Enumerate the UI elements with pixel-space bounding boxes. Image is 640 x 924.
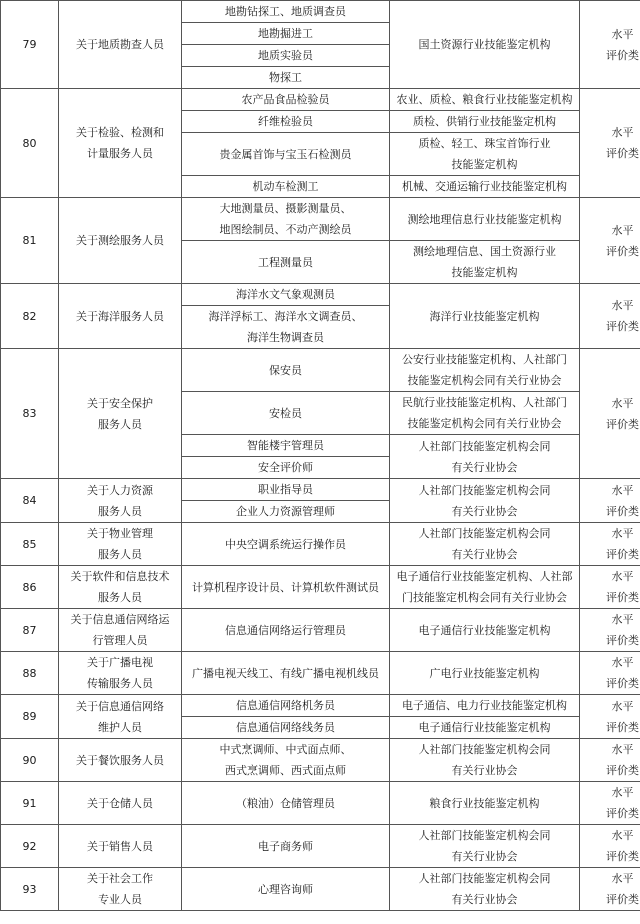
job-title-cell: 中央空调系统运行操作员 [182, 523, 390, 566]
job-title-cell: 智能楼宇管理员 [182, 435, 390, 457]
row-number: 90 [1, 739, 59, 782]
appraisal-org-cell: 人社部门技能鉴定机构会同 有关行业协会 [390, 435, 580, 479]
job-title-cell: （粮油）仓储管理员 [182, 782, 390, 825]
table-row [1, 284, 640, 306]
job-title-cell: 企业人力资源管理师 [182, 501, 390, 523]
appraisal-org-cell: 广电行业技能鉴定机构 [390, 652, 580, 695]
evaluation-type-cell: 水平 评价类 [580, 609, 640, 652]
appraisal-org-cell: 测绘地理信息行业技能鉴定机构 [390, 198, 580, 241]
job-title-cell: 农产品食品检验员 [182, 89, 390, 111]
appraisal-org-cell: 公安行业技能鉴定机构、人社部门 技能鉴定机构会同有关行业协会 [390, 349, 580, 392]
table-row [1, 523, 640, 566]
job-title-cell: 纤维检验员 [182, 111, 390, 133]
category-cell: 关于餐饮服务人员 [59, 739, 182, 782]
category-cell: 关于销售人员 [59, 825, 182, 868]
appraisal-org-cell: 电子通信行业技能鉴定机构、人社部 门技能鉴定机构会同有关行业协会 [390, 566, 580, 609]
category-cell: 关于软件和信息技术 服务人员 [59, 566, 182, 609]
job-title-cell: 地质实验员 [182, 45, 390, 67]
appraisal-org-cell: 机械、交通运输行业技能鉴定机构 [390, 176, 580, 198]
job-title-cell: 安全评价师 [182, 457, 390, 479]
job-title-cell: 海洋浮标工、海洋水文调查员、 海洋生物调查员 [182, 306, 390, 349]
row-number: 79 [1, 1, 59, 89]
job-title-cell: 贵金属首饰与宝玉石检测员 [182, 133, 390, 176]
evaluation-type-cell: 水平 评价类 [580, 739, 640, 782]
category-cell: 关于物业管理 服务人员 [59, 523, 182, 566]
job-title-cell: 信息通信网络机务员 [182, 695, 390, 717]
evaluation-type-cell: 水平 评价类 [580, 782, 640, 825]
appraisal-org-cell: 海洋行业技能鉴定机构 [390, 284, 580, 349]
appraisal-org-cell: 电子通信行业技能鉴定机构 [390, 717, 580, 739]
category-cell: 关于信息通信网络运 行管理人员 [59, 609, 182, 652]
job-title-cell: 机动车检测工 [182, 176, 390, 198]
job-title-cell: 电子商务师 [182, 825, 390, 868]
appraisal-org-cell: 电子通信行业技能鉴定机构 [390, 609, 580, 652]
job-title-cell: 中式烹调师、中式面点师、 西式烹调师、西式面点师 [182, 739, 390, 782]
job-title-cell: 物探工 [182, 67, 390, 89]
job-title-cell: 大地测量员、摄影测量员、 地图绘制员、不动产测绘员 [182, 198, 390, 241]
row-number: 93 [1, 868, 59, 911]
row-number: 81 [1, 198, 59, 284]
table-row [1, 652, 640, 695]
table-row [1, 739, 640, 782]
appraisal-org-cell: 国土资源行业技能鉴定机构 [390, 1, 580, 89]
job-title-cell: 工程测量员 [182, 241, 390, 284]
appraisal-org-cell: 电子通信、电力行业技能鉴定机构 [390, 695, 580, 717]
category-cell: 关于地质勘查人员 [59, 1, 182, 89]
table-row [1, 695, 640, 717]
row-number: 87 [1, 609, 59, 652]
evaluation-type-cell: 水平 评价类 [580, 523, 640, 566]
category-cell: 关于广播电视 传输服务人员 [59, 652, 182, 695]
row-number: 89 [1, 695, 59, 739]
category-cell: 关于仓储人员 [59, 782, 182, 825]
appraisal-org-cell: 人社部门技能鉴定机构会同 有关行业协会 [390, 479, 580, 523]
row-number: 88 [1, 652, 59, 695]
row-number: 91 [1, 782, 59, 825]
appraisal-org-cell: 测绘地理信息、国土资源行业 技能鉴定机构 [390, 241, 580, 284]
appraisal-org-cell: 质检、供销行业技能鉴定机构 [390, 111, 580, 133]
job-title-cell: 信息通信网络运行管理员 [182, 609, 390, 652]
evaluation-type-cell: 水平 评价类 [580, 89, 640, 198]
table-row [1, 198, 640, 241]
category-cell: 关于社会工作 专业人员 [59, 868, 182, 911]
evaluation-type-cell: 水平 评价类 [580, 825, 640, 868]
job-title-cell: 保安员 [182, 349, 390, 392]
evaluation-type-cell: 水平 评价类 [580, 198, 640, 284]
row-number: 84 [1, 479, 59, 523]
job-title-cell: 地勘掘进工 [182, 23, 390, 45]
row-number: 80 [1, 89, 59, 198]
appraisal-org-cell: 粮食行业技能鉴定机构 [390, 782, 580, 825]
appraisal-org-cell: 人社部门技能鉴定机构会同 有关行业协会 [390, 868, 580, 911]
evaluation-type-cell: 水平 评价类 [580, 1, 640, 89]
job-title-cell: 广播电视天线工、有线广播电视机线员 [182, 652, 390, 695]
job-title-cell: 信息通信网络线务员 [182, 717, 390, 739]
category-cell: 关于海洋服务人员 [59, 284, 182, 349]
evaluation-type-cell: 水平 评价类 [580, 479, 640, 523]
category-cell: 关于信息通信网络 维护人员 [59, 695, 182, 739]
category-cell: 关于安全保护 服务人员 [59, 349, 182, 479]
table-row [1, 89, 640, 111]
job-title-cell: 心理咨询师 [182, 868, 390, 911]
category-cell: 关于检验、检测和 计量服务人员 [59, 89, 182, 198]
job-title-cell: 安检员 [182, 392, 390, 435]
table-row [1, 868, 640, 911]
evaluation-type-cell: 水平 评价类 [580, 695, 640, 739]
appraisal-org-cell: 人社部门技能鉴定机构会同 有关行业协会 [390, 739, 580, 782]
row-number: 82 [1, 284, 59, 349]
table-row [1, 782, 640, 825]
category-cell: 关于测绘服务人员 [59, 198, 182, 284]
evaluation-type-cell: 水平 评价类 [580, 652, 640, 695]
evaluation-type-cell: 水平 评价类 [580, 284, 640, 349]
appraisal-org-cell: 民航行业技能鉴定机构、人社部门 技能鉴定机构会同有关行业协会 [390, 392, 580, 435]
job-title-cell: 海洋水文气象观测员 [182, 284, 390, 306]
table-row [1, 609, 640, 652]
evaluation-type-cell: 水平 评价类 [580, 566, 640, 609]
row-number: 92 [1, 825, 59, 868]
appraisal-org-cell: 农业、质检、粮食行业技能鉴定机构 [390, 89, 580, 111]
appraisal-org-cell: 人社部门技能鉴定机构会同 有关行业协会 [390, 523, 580, 566]
row-number: 83 [1, 349, 59, 479]
job-title-cell: 职业指导员 [182, 479, 390, 501]
table-row [1, 1, 640, 23]
table-row [1, 349, 640, 392]
row-number: 86 [1, 566, 59, 609]
table-row [1, 566, 640, 609]
appraisal-org-cell: 人社部门技能鉴定机构会同 有关行业协会 [390, 825, 580, 868]
job-title-cell: 计算机程序设计员、计算机软件测试员 [182, 566, 390, 609]
evaluation-type-cell: 水平 评价类 [580, 868, 640, 911]
job-title-cell: 地勘钻探工、地质调查员 [182, 1, 390, 23]
table-row [1, 825, 640, 868]
category-cell: 关于人力资源 服务人员 [59, 479, 182, 523]
evaluation-type-cell: 水平 评价类 [580, 349, 640, 479]
table-body [1, 1, 640, 911]
row-number: 85 [1, 523, 59, 566]
appraisal-org-cell: 质检、轻工、珠宝首饰行业 技能鉴定机构 [390, 133, 580, 176]
table-row [1, 479, 640, 501]
